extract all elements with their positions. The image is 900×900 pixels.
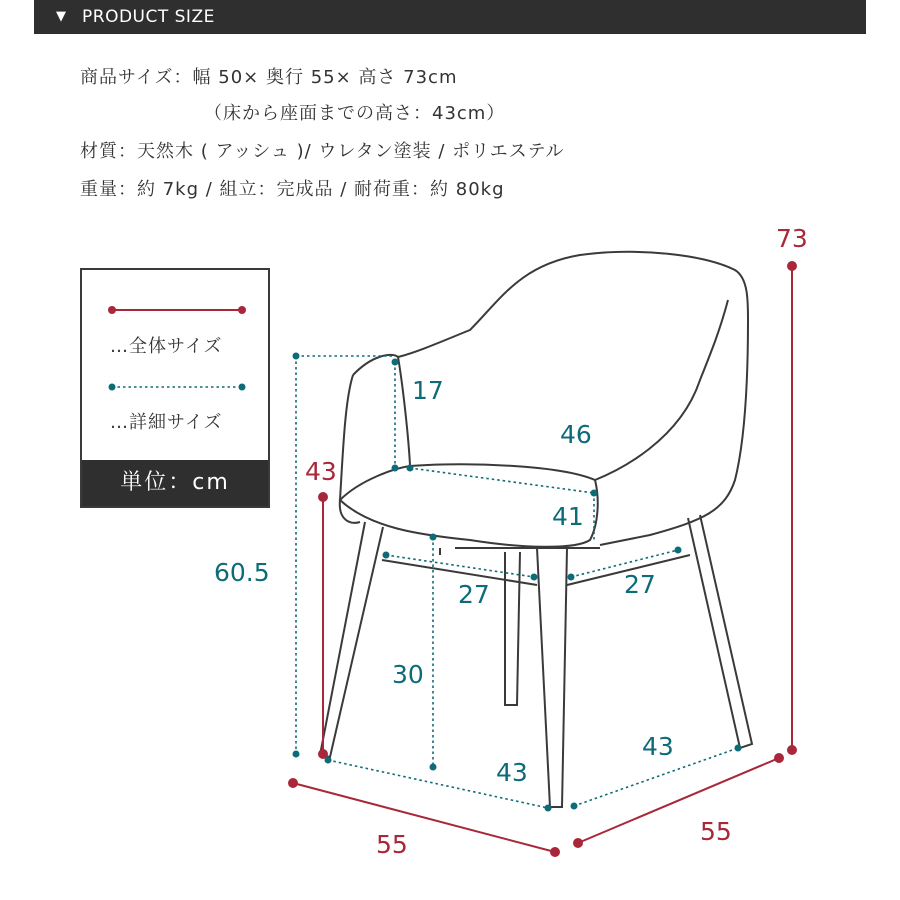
- chair-leg-back-right: [688, 515, 752, 748]
- legend-detail-dot-left: [109, 384, 116, 391]
- spec-weight: 重量：約 7kg / 組立：完成品 / 耐荷重：約 80kg: [80, 179, 505, 200]
- dim-dot: [788, 262, 796, 270]
- chair-arm-left: [340, 375, 360, 523]
- label-leg-side: 43: [642, 732, 674, 761]
- dim-dot: [775, 754, 783, 762]
- legend-detail-label: …詳細サイズ: [110, 412, 223, 433]
- spec-size: 商品サイズ：幅 50× 奥行 55× 高さ 73cm: [80, 67, 458, 88]
- label-inner-left: 27: [458, 580, 490, 609]
- spec-seat-height: （床から座面までの高さ：43cm）: [204, 103, 506, 124]
- triangle-down-icon: ▼: [56, 9, 66, 24]
- dim-dot: [319, 493, 327, 501]
- overall-dimensions: [289, 262, 796, 856]
- label-overall-depth: 55: [700, 817, 732, 846]
- chair-illustration: [320, 252, 752, 807]
- section-title: PRODUCT SIZE: [82, 7, 215, 27]
- label-total-height: 73: [776, 224, 808, 253]
- label-seat-depth: 46: [560, 420, 592, 449]
- dim-dot: [551, 848, 559, 856]
- spec-material: 材質：天然木 ( アッシュ )/ ウレタン塗装 / ポリエステル: [80, 141, 565, 162]
- legend-overall-dot-left: [108, 306, 116, 314]
- label-leg-front: 43: [496, 758, 528, 787]
- chair-leg-front-right: [537, 548, 567, 807]
- chair-inner-back: [398, 357, 410, 465]
- label-armrest-above-seat: 17: [412, 376, 444, 405]
- legend-detail-dot-right: [239, 384, 246, 391]
- label-inner-right: 27: [624, 570, 656, 599]
- label-stretcher-height: 30: [392, 660, 424, 689]
- chair-leg-front-left: [320, 522, 383, 757]
- dim-line-overall-depth: [578, 758, 779, 843]
- legend-unit-label: 単位：cm: [82, 460, 268, 506]
- dim-dot: [289, 779, 297, 787]
- label-armrest-height: 60.5: [214, 558, 270, 587]
- chair-arm-right: [595, 300, 728, 480]
- dim-line-overall-width: [293, 783, 555, 852]
- legend-overall-dot-right: [238, 306, 246, 314]
- label-overall-width: 55: [376, 830, 408, 859]
- dim-dot: [574, 839, 582, 847]
- dim-line-inner-left: [386, 555, 534, 577]
- dim-dot: [788, 746, 796, 754]
- dim-dot: [319, 750, 327, 758]
- label-seat-height: 43: [305, 457, 337, 486]
- legend: [80, 268, 270, 508]
- label-seat-width: 41: [552, 502, 584, 531]
- legend-overall-label: …全体サイズ: [110, 336, 223, 357]
